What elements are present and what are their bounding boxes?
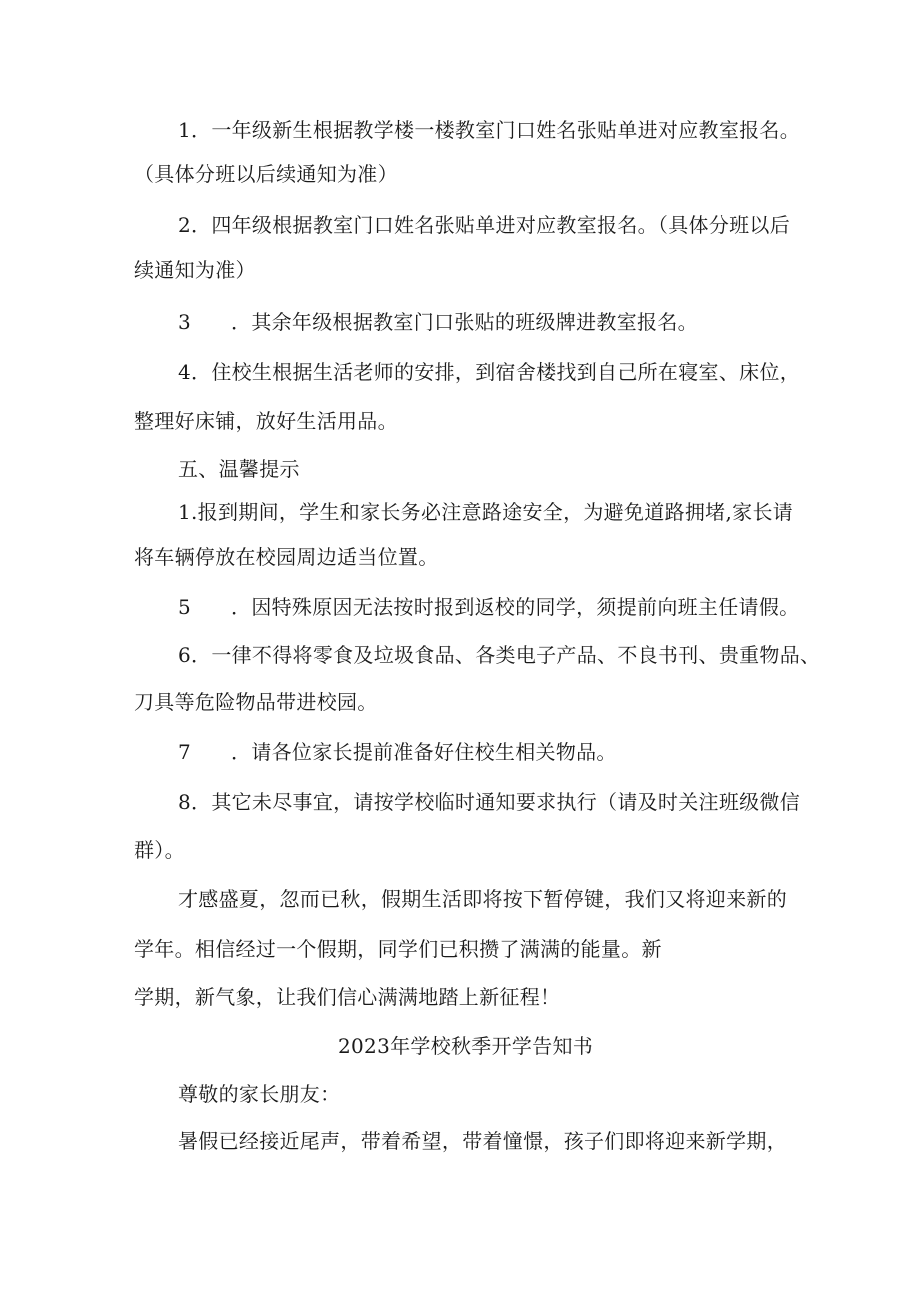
tip-7-number: 7: [178, 740, 192, 764]
section-heading: 五、温馨提示: [178, 457, 300, 481]
tip-1-line-2: 将车辆停放在校园周边适当位置。: [134, 545, 439, 569]
closing-line-1: 才感盛夏，忽而已秋，假期生活即将按下暂停键，我们又将迎来新的: [178, 887, 787, 911]
tip-7: [178, 738, 617, 766]
tip-5-number: 5: [178, 595, 192, 619]
item-3-text: ．其余年级根据教室门口张贴的班级牌进教室报名。: [231, 310, 698, 334]
tip-6-line-1: 6．一律不得将零食及垃圾食品、各类电子产品、不良书刊、贵重物品、: [178, 643, 821, 667]
item-2-line-1: 2．四年级根据教室门口姓名张贴单进对应教室报名。（具体分班以后: [178, 213, 791, 237]
item-3: [178, 308, 698, 336]
item-3-number: 3: [178, 310, 192, 334]
closing-line-3: 学期，新气象，让我们信心满满地踏上新征程！: [134, 985, 561, 1009]
item-4-line-2: 整理好床铺，放好生活用品。: [134, 409, 398, 433]
tip-8-line-1: 8．其它未尽事宜，请按学校临时通知要求执行（请及时关注班级微信: [178, 790, 801, 814]
intro-line: 暑假已经接近尾声，带着希望，带着憧憬，孩子们即将迎来新学期，: [178, 1129, 787, 1153]
item-2-line-2: 续通知为准）: [134, 258, 256, 282]
closing-line-2: 学年。相信经过一个假期，同学们已积攒了满满的能量。新: [134, 937, 662, 961]
tip-5: [178, 593, 799, 621]
salutation: 尊敬的家长朋友：: [178, 1082, 341, 1106]
tip-5-text: ．因特殊原因无法按时报到返校的同学，须提前向班主任请假。: [231, 595, 800, 619]
tip-1-line-1: 1.报到期间，学生和家长务必注意路途安全，为避免道路拥堵,家长请: [178, 500, 794, 524]
tip-6-line-2: 刀具等危险物品带进校园。: [134, 690, 378, 714]
document-title: 2023年学校秋季开学告知书: [338, 1034, 594, 1058]
item-4-line-1: 4．住校生根据生活老师的安排，到宿舍楼找到自己所在寝室、床位，: [178, 360, 801, 384]
item-1-line-1: 1．一年级新生根据教学楼一楼教室门口姓名张贴单进对应教室报名。: [178, 118, 801, 142]
tip-8-line-2: 群）。: [134, 838, 185, 862]
item-1-line-2: （具体分班以后续通知为准）: [134, 162, 398, 186]
tip-7-text: ．请各位家长提前准备好住校生相关物品。: [231, 740, 617, 764]
